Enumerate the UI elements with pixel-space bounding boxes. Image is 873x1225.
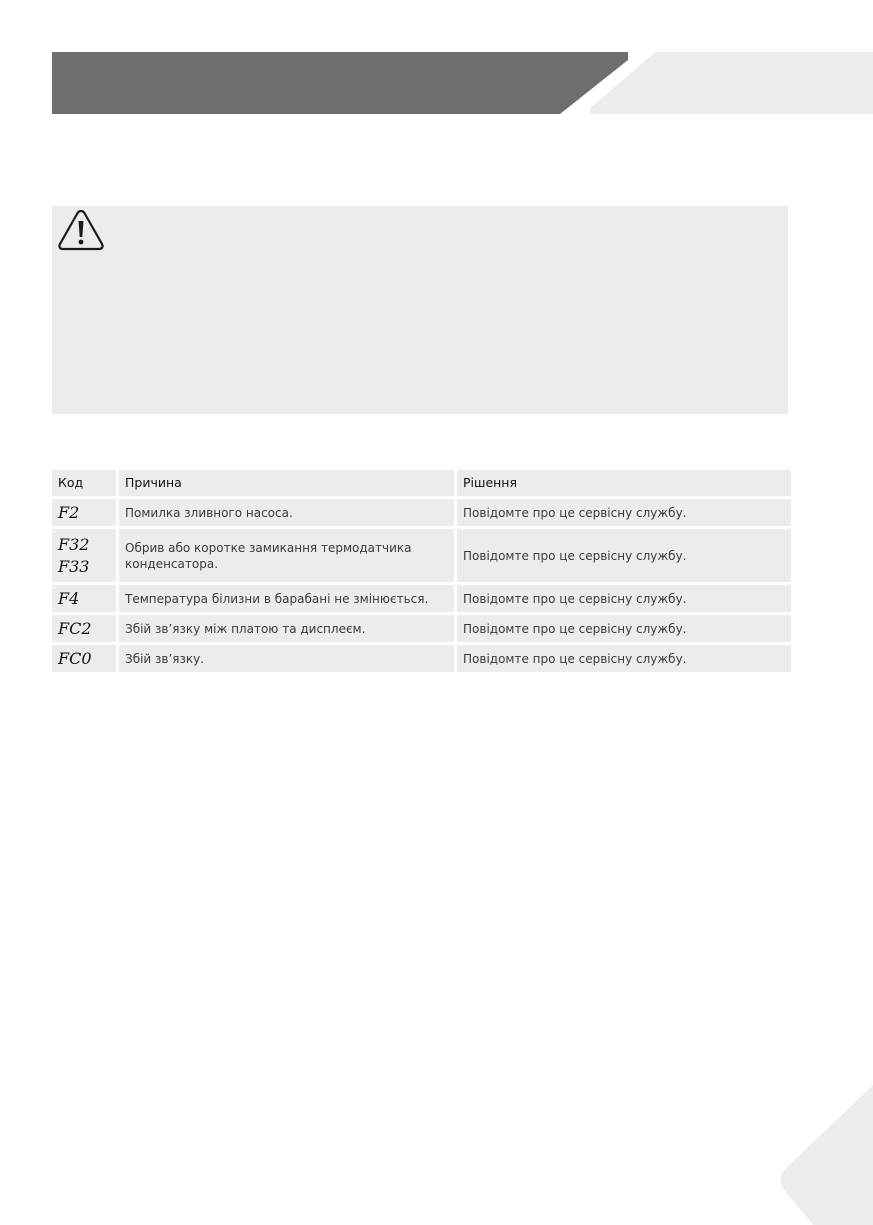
error-code-label: FC0 xyxy=(58,648,92,668)
error-cause: Температура білизни в барабані не змінюється. xyxy=(119,585,454,612)
error-code xyxy=(52,499,116,526)
error-solution: Повідомте про це сервісну службу. xyxy=(457,645,791,672)
header-banner xyxy=(0,0,873,130)
table-row xyxy=(52,529,791,582)
error-cause: Збій зв’язку між платою та дисплеєм. xyxy=(119,615,454,642)
warning-triangle-icon xyxy=(56,208,106,252)
error-solution: Повідомте про це сервісну службу. xyxy=(457,499,791,526)
error-code xyxy=(52,529,116,582)
table-header-row xyxy=(52,470,791,496)
error-cause: Збій зв’язку. xyxy=(119,645,454,672)
page-corner-tab xyxy=(773,1085,873,1225)
error-code-label: FC2 xyxy=(58,618,92,638)
table-row xyxy=(52,499,791,526)
table-row xyxy=(52,615,791,642)
table-row xyxy=(52,585,791,612)
error-code-table xyxy=(49,467,794,675)
error-solution: Повідомте про це сервісну службу. xyxy=(457,585,791,612)
error-solution: Повідомте про це сервісну службу. xyxy=(457,529,791,582)
error-code-label: F4 xyxy=(58,588,80,608)
header-cause: Причина xyxy=(119,470,454,496)
warning-box xyxy=(52,206,788,414)
error-code-label: F32 xyxy=(58,534,90,554)
header-solution: Рішення xyxy=(457,470,791,496)
error-code xyxy=(52,615,116,642)
header-code: Код xyxy=(52,470,116,496)
header-tab xyxy=(590,52,873,114)
table-row xyxy=(52,645,791,672)
header-bar xyxy=(52,52,628,114)
error-code xyxy=(52,585,116,612)
error-cause: Помилка зливного насоса. xyxy=(119,499,454,526)
error-code-label: F2 xyxy=(58,502,80,522)
error-code xyxy=(52,645,116,672)
error-solution: Повідомте про це сервісну службу. xyxy=(457,615,791,642)
error-cause: Обрив або коротке замикання термодатчика конденсатора. xyxy=(119,529,454,582)
error-code-label: F33 xyxy=(58,556,90,576)
